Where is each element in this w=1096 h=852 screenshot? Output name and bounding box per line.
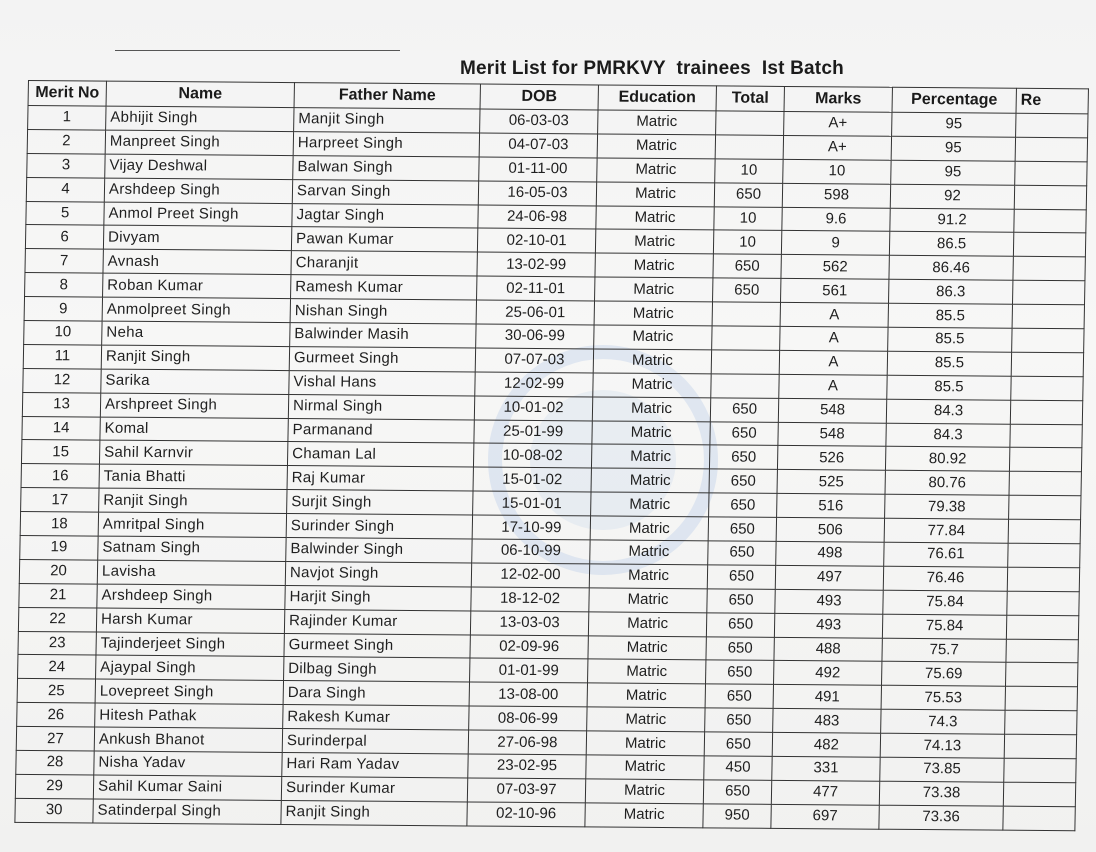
cell-remarks [1005, 663, 1077, 687]
cell-merit-no: 1 [28, 106, 106, 131]
cell-dob: 16-05-03 [478, 181, 596, 206]
cell-father-name: Rakesh Kumar [283, 705, 469, 730]
cell-father-name: Raj Kumar [287, 466, 473, 491]
cell-merit-no: 25 [17, 679, 95, 704]
cell-dob: 04-07-03 [479, 133, 597, 158]
cell-total: 650 [706, 660, 774, 684]
document-title: Merit List for PMRKVY trainees Ist Batch [460, 58, 844, 79]
cell-father-name: Balwinder Singh [286, 538, 472, 563]
cell-percentage: 75.7 [882, 638, 1006, 663]
cell-name: Anmolpreet Singh [102, 297, 290, 322]
cell-remarks [1004, 734, 1076, 758]
cell-merit-no: 22 [18, 607, 96, 632]
cell-total: 650 [710, 398, 778, 422]
cell-dob: 23-02-95 [468, 754, 586, 779]
cell-name: Harsh Kumar [96, 608, 284, 633]
cell-name: Komal [100, 417, 288, 442]
cell-dob: 10-08-02 [473, 443, 591, 468]
cell-remarks [1004, 758, 1076, 782]
cell-marks: 516 [777, 494, 885, 519]
cell-total: 650 [705, 684, 773, 708]
cell-remarks [1014, 209, 1086, 233]
cell-name: Arshdeep Singh [104, 178, 292, 203]
cell-merit-no: 19 [20, 535, 98, 560]
cell-name: Satinderpal Singh [93, 799, 281, 824]
cell-remarks [1005, 710, 1077, 734]
cell-marks: A [780, 326, 888, 351]
cell-remarks [1013, 257, 1085, 281]
header-education: Education [598, 85, 716, 111]
cell-dob: 06-03-03 [480, 109, 598, 134]
cell-merit-no: 2 [27, 129, 105, 154]
cell-merit-no: 23 [18, 631, 96, 656]
cell-remarks [1014, 185, 1086, 209]
cell-percentage: 91.2 [890, 208, 1014, 233]
cell-father-name: Harjit Singh [285, 585, 471, 610]
cell-education: Matric [592, 421, 710, 446]
cell-name: Avnash [103, 249, 291, 274]
cell-education: Matric [587, 707, 705, 732]
cell-total: 10 [713, 230, 781, 254]
cell-remarks [1009, 495, 1081, 519]
cell-dob: 07-03-97 [467, 778, 585, 803]
cell-merit-no: 16 [21, 464, 99, 489]
cell-merit-no: 17 [21, 488, 99, 513]
cell-total [712, 302, 780, 326]
cell-name: Tajinderjeet Singh [96, 632, 284, 657]
cell-name: Ranjit Singh [101, 345, 289, 370]
cell-marks: 492 [774, 661, 882, 686]
cell-remarks [1006, 615, 1078, 639]
merit-table [14, 80, 1089, 831]
cell-remarks [1010, 400, 1082, 424]
cell-education: Matric [594, 325, 712, 350]
cell-dob: 15-01-01 [473, 491, 591, 516]
cell-marks: 697 [771, 804, 879, 829]
cell-name: Ankush Bhanot [94, 727, 282, 752]
cell-father-name: Pawan Kumar [291, 227, 477, 252]
cell-merit-no: 9 [24, 297, 102, 322]
cell-dob: 07-07-03 [475, 348, 593, 373]
cell-percentage: 86.3 [889, 280, 1013, 305]
cell-name: Amritpal Singh [98, 512, 286, 537]
cell-education: Matric [598, 110, 716, 135]
cell-marks: A+ [784, 111, 892, 136]
cell-total: 650 [709, 445, 777, 469]
cell-merit-no: 8 [25, 273, 103, 298]
cell-marks: A+ [783, 135, 891, 160]
cell-education: Matric [595, 229, 713, 254]
cell-father-name: Manjit Singh [294, 108, 480, 133]
cell-marks: 483 [773, 709, 881, 734]
cell-father-name: Surinder Kumar [281, 776, 467, 801]
cell-remarks [1012, 304, 1084, 328]
cell-dob: 30-06-99 [476, 324, 594, 349]
cell-percentage: 75.69 [881, 662, 1005, 687]
cell-dob: 02-09-96 [470, 635, 588, 660]
cell-father-name: Surjit Singh [287, 490, 473, 515]
cell-marks: A [779, 374, 887, 399]
cell-education: Matric [585, 779, 703, 804]
header-name: Name [106, 81, 294, 107]
cell-education: Matric [590, 540, 708, 565]
cell-total: 650 [708, 517, 776, 541]
cell-percentage: 95 [891, 160, 1015, 185]
cell-father-name: Balwinder Masih [290, 323, 476, 348]
cell-dob: 13-02-99 [477, 252, 595, 277]
cell-percentage: 77.84 [884, 518, 1008, 543]
cell-education: Matric [586, 755, 704, 780]
cell-total [715, 135, 783, 159]
cell-merit-no: 28 [16, 750, 94, 775]
cell-marks: 598 [782, 183, 890, 208]
cell-name: Tania Bhatti [99, 464, 287, 489]
cell-name: Anmol Preet Singh [104, 202, 292, 227]
cell-marks: 493 [774, 613, 882, 638]
cell-marks: 548 [778, 398, 886, 423]
cell-father-name: Jagtar Singh [292, 203, 478, 228]
cell-education: Matric [593, 349, 711, 374]
cell-name: Abhijit Singh [106, 106, 294, 131]
cell-remarks [1005, 687, 1077, 711]
cell-marks: 548 [778, 422, 886, 447]
cell-name: Arshpreet Singh [100, 393, 288, 418]
cell-marks: 561 [781, 279, 889, 304]
header-percentage: Percentage [892, 87, 1016, 113]
cell-father-name: Harpreet Singh [293, 131, 479, 156]
cell-percentage: 75.84 [883, 590, 1007, 615]
cell-father-name: Dara Singh [283, 681, 469, 706]
cell-father-name: Surinderpal [282, 729, 468, 754]
cell-remarks [1013, 233, 1085, 257]
cell-remarks [1008, 519, 1080, 543]
cell-father-name: Ramesh Kumar [291, 275, 477, 300]
cell-remarks [1008, 543, 1080, 567]
cell-merit-no: 13 [22, 392, 100, 417]
cell-total: 450 [704, 756, 772, 780]
cell-education: Matric [587, 683, 705, 708]
cell-father-name: Parmanand [288, 418, 474, 443]
cell-father-name: Charanjit [291, 251, 477, 276]
cell-marks: 9.6 [782, 207, 890, 232]
cell-remarks [1006, 639, 1078, 663]
cell-father-name: Gurmeet Singh [289, 346, 475, 371]
cell-education: Matric [594, 301, 712, 326]
cell-merit-no: 20 [19, 559, 97, 584]
cell-father-name: Nirmal Singh [288, 394, 474, 419]
cell-percentage: 85.5 [887, 375, 1011, 400]
cell-name: Roban Kumar [103, 273, 291, 298]
cell-education: Matric [588, 612, 706, 637]
cell-percentage: 76.61 [884, 542, 1008, 567]
cell-total: 650 [707, 565, 775, 589]
cell-total: 950 [703, 804, 771, 828]
cell-education: Matric [591, 468, 709, 493]
cell-father-name: Vishal Hans [289, 370, 475, 395]
cell-percentage: 86.5 [889, 232, 1013, 257]
cell-percentage: 95 [892, 112, 1016, 137]
cell-dob: 15-01-02 [473, 467, 591, 492]
cell-remarks [1007, 567, 1079, 591]
cell-education: Matric [595, 253, 713, 278]
cell-education: Matric [596, 182, 714, 207]
cell-percentage: 75.53 [881, 686, 1005, 711]
cell-merit-no: 21 [19, 583, 97, 608]
cell-marks: 526 [777, 446, 885, 471]
cell-merit-no: 4 [26, 177, 104, 202]
cell-education: Matric [585, 803, 703, 828]
cell-dob: 06-10-99 [472, 539, 590, 564]
cell-percentage: 73.85 [880, 757, 1004, 782]
cell-total: 650 [713, 254, 781, 278]
cell-name: Manpreet Singh [105, 130, 293, 155]
cell-total: 10 [715, 159, 783, 183]
cell-name: Neha [102, 321, 290, 346]
cell-percentage: 74.3 [881, 709, 1005, 734]
cell-remarks [1010, 424, 1082, 448]
cell-remarks [1009, 448, 1081, 472]
cell-marks: 331 [772, 756, 880, 781]
cell-remarks [1003, 782, 1075, 806]
cell-total: 650 [707, 589, 775, 613]
cell-dob: 12-02-99 [475, 372, 593, 397]
cell-marks: 562 [781, 255, 889, 280]
cell-dob: 01-01-99 [470, 658, 588, 683]
cell-education: Matric [596, 206, 714, 231]
cell-education: Matric [588, 636, 706, 661]
cell-remarks [1011, 352, 1083, 376]
cell-marks: 525 [777, 470, 885, 495]
cell-education: Matric [591, 444, 709, 469]
cell-merit-no: 18 [20, 512, 98, 537]
cell-marks: 10 [783, 159, 891, 184]
cell-remarks [1015, 137, 1087, 161]
merit-table-wrapper [14, 80, 1088, 831]
cell-remarks [1009, 472, 1081, 496]
cell-merit-no: 7 [25, 249, 103, 274]
cell-merit-no: 30 [15, 798, 93, 823]
cell-total: 10 [714, 206, 782, 230]
cell-percentage: 80.92 [885, 447, 1009, 472]
cell-merit-no: 11 [23, 344, 101, 369]
cell-education: Matric [597, 134, 715, 159]
cell-dob: 08-06-99 [469, 706, 587, 731]
cell-percentage: 86.46 [889, 256, 1013, 281]
cell-education: Matric [592, 397, 710, 422]
cell-father-name: Ranjit Singh [281, 800, 467, 825]
cell-merit-no: 26 [17, 703, 95, 728]
cell-education: Matric [588, 659, 706, 684]
cell-percentage: 75.84 [882, 614, 1006, 639]
cell-father-name: Sarvan Singh [292, 179, 478, 204]
cell-father-name: Navjot Singh [285, 561, 471, 586]
cell-marks: 477 [771, 780, 879, 805]
cell-dob: 01-11-00 [479, 157, 597, 182]
cell-father-name: Surinder Singh [286, 514, 472, 539]
cell-percentage: 85.5 [888, 303, 1012, 328]
cell-merit-no: 10 [24, 320, 102, 345]
cell-father-name: Gurmeet Singh [284, 633, 470, 658]
cell-total: 650 [713, 278, 781, 302]
header-merit-no: Merit No [28, 81, 106, 107]
cell-marks: A [780, 303, 888, 328]
cell-dob: 13-08-00 [469, 682, 587, 707]
cell-percentage: 92 [890, 184, 1014, 209]
cell-marks: 482 [772, 733, 880, 758]
cell-total: 650 [703, 780, 771, 804]
cell-total: 650 [714, 183, 782, 207]
cell-percentage: 73.38 [879, 781, 1003, 806]
cell-name: Lavisha [97, 560, 285, 585]
cell-percentage: 84.3 [886, 399, 1010, 424]
cell-remarks [1007, 591, 1079, 615]
cell-education: Matric [589, 564, 707, 589]
cell-dob: 24-06-98 [478, 205, 596, 230]
cell-name: Lovepreet Singh [95, 679, 283, 704]
cell-father-name: Hari Ram Yadav [282, 753, 468, 778]
cell-total [711, 350, 779, 374]
cell-total [716, 111, 784, 135]
cell-name: Vijay Deshwal [105, 154, 293, 179]
cell-father-name: Chaman Lal [287, 442, 473, 467]
cell-merit-no: 6 [25, 225, 103, 250]
cell-dob: 25-06-01 [476, 300, 594, 325]
cell-name: Ajaypal Singh [96, 656, 284, 681]
cell-name: Arshdeep Singh [97, 584, 285, 609]
cell-total: 650 [708, 541, 776, 565]
cell-education: Matric [589, 588, 707, 613]
cell-education: Matric [597, 158, 715, 183]
cell-remarks [1012, 328, 1084, 352]
cell-marks: 488 [774, 637, 882, 662]
cell-dob: 17-10-99 [472, 515, 590, 540]
cell-remarks [1015, 161, 1087, 185]
cell-father-name: Dilbag Singh [284, 657, 470, 682]
cell-percentage: 85.5 [888, 327, 1012, 352]
header-dob: DOB [480, 84, 598, 110]
cell-dob: 27-06-98 [468, 730, 586, 755]
cell-marks: A [779, 350, 887, 375]
cell-name: Sahil Karnvir [99, 441, 287, 466]
cell-percentage: 84.3 [886, 423, 1010, 448]
cell-merit-no: 3 [27, 153, 105, 178]
cell-remarks [1012, 280, 1084, 304]
cell-merit-no: 15 [21, 440, 99, 465]
header-rule [115, 50, 400, 51]
cell-total: 650 [704, 732, 772, 756]
cell-percentage: 73.36 [879, 805, 1003, 830]
cell-name: Ranjit Singh [99, 488, 287, 513]
table-body [15, 106, 1088, 831]
header-marks: Marks [784, 86, 892, 112]
cell-dob: 02-10-01 [477, 228, 595, 253]
cell-percentage: 79.38 [885, 494, 1009, 519]
cell-total: 650 [709, 493, 777, 517]
cell-total [712, 326, 780, 350]
cell-dob: 25-01-99 [474, 420, 592, 445]
cell-name: Sahil Kumar Saini [93, 775, 281, 800]
cell-marks: 491 [773, 685, 881, 710]
cell-total: 650 [705, 708, 773, 732]
cell-marks: 9 [781, 231, 889, 256]
cell-father-name: Balwan Singh [293, 155, 479, 180]
cell-education: Matric [591, 492, 709, 517]
cell-remarks [1003, 806, 1075, 830]
cell-name: Nisha Yadav [94, 751, 282, 776]
cell-name: Sarika [101, 369, 289, 394]
cell-father-name: Rajinder Kumar [284, 609, 470, 634]
header-total: Total [716, 86, 784, 112]
cell-total: 650 [706, 636, 774, 660]
cell-merit-no: 27 [16, 727, 94, 752]
cell-dob: 02-11-01 [477, 276, 595, 301]
cell-merit-no: 24 [18, 655, 96, 680]
header-remarks-cut: Re [1016, 88, 1088, 114]
cell-total: 650 [710, 421, 778, 445]
cell-remarks [1016, 113, 1088, 137]
cell-percentage: 80.76 [885, 471, 1009, 496]
cell-merit-no: 14 [22, 416, 100, 441]
cell-percentage: 85.5 [887, 351, 1011, 376]
cell-education: Matric [590, 516, 708, 541]
cell-marks: 506 [776, 518, 884, 543]
cell-merit-no: 29 [15, 774, 93, 799]
cell-marks: 493 [775, 589, 883, 614]
cell-dob: 10-01-02 [474, 396, 592, 421]
cell-merit-no: 12 [23, 368, 101, 393]
cell-total [711, 374, 779, 398]
cell-marks: 498 [776, 541, 884, 566]
cell-education: Matric [595, 277, 713, 302]
cell-percentage: 74.13 [880, 733, 1004, 758]
cell-education: Matric [593, 373, 711, 398]
cell-education: Matric [586, 731, 704, 756]
cell-name: Satnam Singh [98, 536, 286, 561]
cell-total: 650 [709, 469, 777, 493]
cell-percentage: 76.46 [883, 566, 1007, 591]
cell-name: Divyam [103, 226, 291, 251]
cell-name: Hitesh Pathak [95, 703, 283, 728]
cell-dob: 18-12-02 [471, 587, 589, 612]
cell-dob: 02-10-96 [467, 802, 585, 827]
cell-dob: 13-03-03 [470, 611, 588, 636]
header-father-name: Father Name [294, 83, 480, 109]
cell-total: 650 [706, 613, 774, 637]
cell-percentage: 95 [891, 136, 1015, 161]
cell-marks: 497 [775, 565, 883, 590]
cell-dob: 12-02-00 [471, 563, 589, 588]
cell-remarks [1011, 376, 1083, 400]
cell-father-name: Nishan Singh [290, 299, 476, 324]
cell-merit-no: 5 [26, 201, 104, 226]
